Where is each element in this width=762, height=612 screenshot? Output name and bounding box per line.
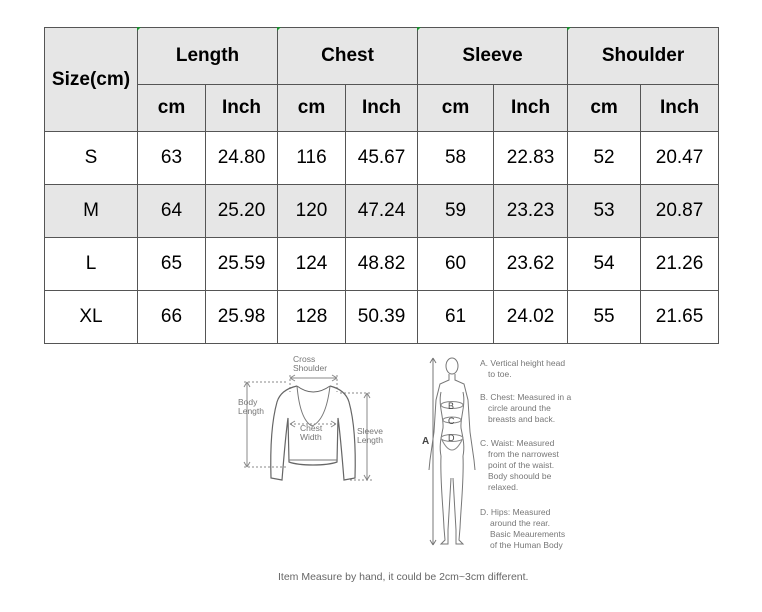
table-cell: 20.47 [641, 132, 719, 185]
table-cell: 25.98 [206, 291, 278, 344]
size-cell: L [45, 238, 138, 291]
sleeve-group-header: Sleeve [418, 28, 568, 85]
table-cell: 23.62 [494, 238, 568, 291]
table-cell: 54 [568, 238, 641, 291]
cross-shoulder-label: Cross [293, 354, 316, 364]
table-cell: 124 [278, 238, 346, 291]
unit-header: cm [418, 85, 494, 132]
table-cell: 20.87 [641, 185, 719, 238]
table-cell: 61 [418, 291, 494, 344]
table-cell: 58 [418, 132, 494, 185]
unit-header: Inch [494, 85, 568, 132]
note-line: C. Waist: Measured [480, 438, 555, 448]
table-cell: 21.65 [641, 291, 719, 344]
table-cell: 24.02 [494, 291, 568, 344]
table-cell: 23.23 [494, 185, 568, 238]
table-cell: 65 [138, 238, 206, 291]
table-cell: 59 [418, 185, 494, 238]
note-line: relaxed. [488, 482, 519, 492]
unit-header: cm [568, 85, 641, 132]
table-cell: 25.20 [206, 185, 278, 238]
size-header: Size(cm) [45, 28, 138, 132]
note-line: D. Hips: Measured [480, 507, 551, 517]
marker-c: C [448, 416, 455, 426]
body-measurement-notes [480, 358, 571, 550]
unit-header: Inch [641, 85, 719, 132]
table-cell: 22.83 [494, 132, 568, 185]
table-cell: 45.67 [346, 132, 418, 185]
unit-header: cm [278, 85, 346, 132]
cross-shoulder-label: Shoulder [293, 363, 328, 373]
table-cell: 66 [138, 291, 206, 344]
note-line: circle around the [488, 403, 551, 413]
table-cell: 50.39 [346, 291, 418, 344]
table-cell: 21.26 [641, 238, 719, 291]
sleeve-length-label: Length [357, 435, 383, 445]
size-cell: M [45, 185, 138, 238]
marker-d: D [448, 433, 455, 443]
body-length-label: Length [238, 406, 264, 416]
shoulder-group-header: Shoulder [568, 28, 719, 85]
human-body-figure [429, 358, 475, 545]
table-cell: 24.80 [206, 132, 278, 185]
table-cell: 60 [418, 238, 494, 291]
unit-header: Inch [206, 85, 278, 132]
sleeve-length-label: Sleeve [357, 426, 383, 436]
chest-width-label: Chest [300, 423, 323, 433]
table-cell: 120 [278, 185, 346, 238]
length-group-header: Length [138, 28, 278, 85]
note-line: breasts and back. [488, 414, 556, 424]
note-line: from the narrowest [488, 449, 559, 459]
note-line: point of the waist. [488, 460, 555, 470]
note-line: Body shoould be [488, 471, 552, 481]
footer-note: Item Measure by hand, it could be 2cm~3cm different. [278, 571, 529, 583]
table-cell: 47.24 [346, 185, 418, 238]
size-cell: XL [45, 291, 138, 344]
note-line: B. Chest: Measured in a [480, 392, 572, 402]
chest-group-header: Chest [278, 28, 418, 85]
table-cell: 116 [278, 132, 346, 185]
note-line: A. Vertical height head [480, 358, 566, 368]
table-cell: 48.82 [346, 238, 418, 291]
table-cell: 128 [278, 291, 346, 344]
table-cell: 53 [568, 185, 641, 238]
marker-b: B [448, 401, 455, 411]
note-line: around the rear. [490, 518, 551, 528]
note-line: Basic Meaurements [490, 529, 566, 539]
unit-header: cm [138, 85, 206, 132]
table-cell: 55 [568, 291, 641, 344]
table-cell: 25.59 [206, 238, 278, 291]
body-length-label: Body [238, 397, 258, 407]
table-cell: 64 [138, 185, 206, 238]
note-line: to toe. [488, 369, 512, 379]
marker-a: A [422, 436, 430, 447]
table-cell: 63 [138, 132, 206, 185]
chest-width-label: Width [300, 432, 322, 442]
note-line: of the Human Body [490, 540, 563, 550]
size-cell: S [45, 132, 138, 185]
table-cell: 52 [568, 132, 641, 185]
unit-header: Inch [346, 85, 418, 132]
